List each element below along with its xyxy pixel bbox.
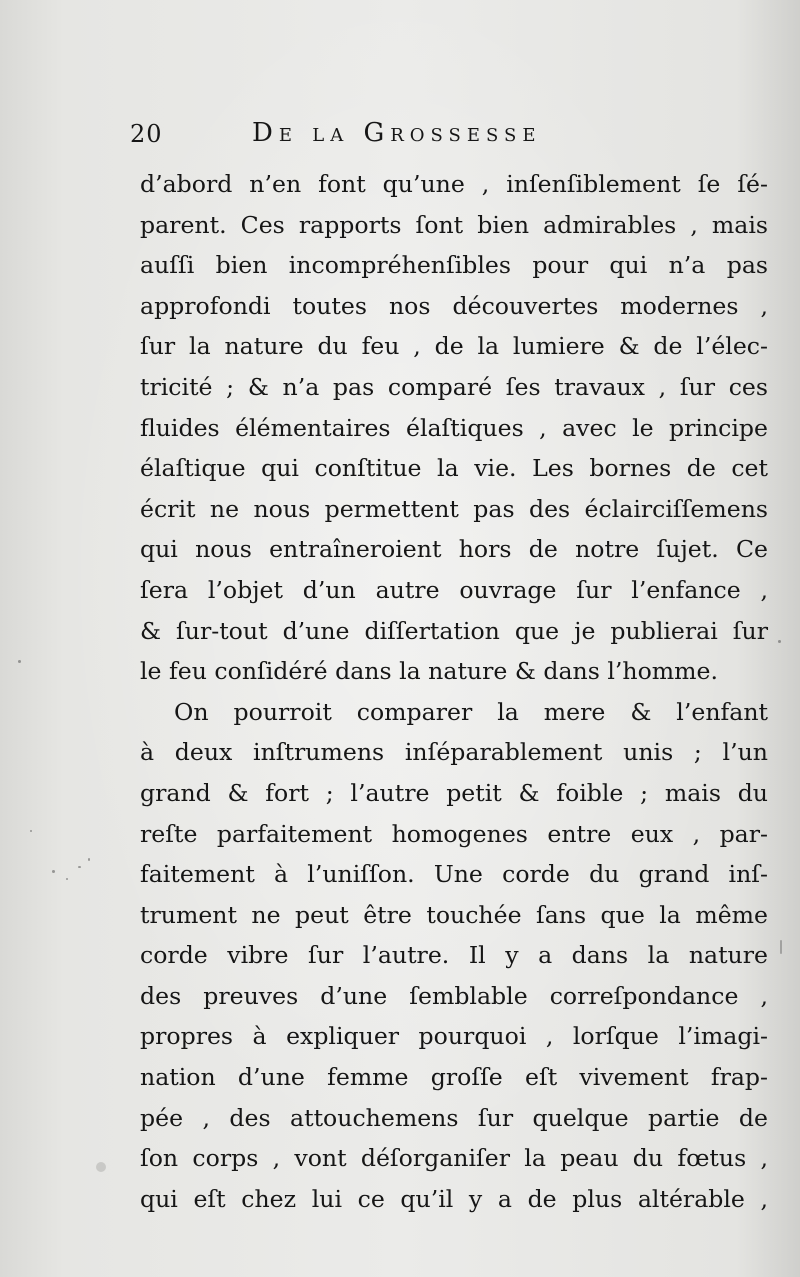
body-text [140,164,768,1219]
text-line: propres à expliquer pourquoi , lorſque l’imagi- [140,1022,768,1051]
text-line: d’abord n’en font qu’une , inſenſiblement ſe ſé- [140,170,768,198]
text-line: trument ne peut être touchée ſans que la même [140,900,768,929]
text-line: à deux inſtrumens inſéparablement unis ; l’un [140,738,768,767]
text-line: qui eſt chez lui ce qu’il y a de plus altérable , [140,1184,768,1213]
paragraph-end-line: le feu conſidéré dans la nature & dans l’homme. [140,657,718,686]
text-line: tricité ; & n’a pas comparé ſes travaux , ſur ces [140,372,768,401]
text-line: parent. Ces rapports ſont bien admirables , mais [140,210,768,239]
paper-speck [96,1162,106,1172]
text-line: nation d’une femme groſſe eſt vivement frap- [140,1063,768,1092]
text-line: ſur la nature du feu , de la lumiere & de l’élec- [140,332,768,361]
text-line: écrit ne nous permettent pas des éclairciſſemens [140,494,768,523]
paper-speck [778,640,781,643]
text-line: élaſtique qui conſtitue la vie. Les bornes de cet [140,454,768,483]
text-line: corde vibre ſur l’autre. Il y a dans la nature [140,941,768,970]
paper-speck [88,858,90,861]
paper-speck [30,830,32,832]
text-line: grand & fort ; l’autre petit & foible ; mais du [140,778,768,807]
text-line: des preuves d’une ſemblable correſpondance , [140,981,768,1010]
paragraph-start-line: On pourroit comparer la mere & l’enfant [174,697,768,726]
text-line: & ſur-tout d’une diſſertation que je publierai ſur [140,616,768,645]
text-line: reſte parfaitement homogenes entre eux , par- [140,819,768,848]
text-line: pée , des attouchemens ſur quelque partie de [140,1103,768,1132]
text-line: ſera l’objet d’un autre ouvrage ſur l’enfance , [140,575,768,604]
text-line: approfondi toutes nos découvertes modernes , [140,291,768,320]
page-header [130,118,650,158]
paper-speck [780,940,782,954]
page-number: 20 [130,120,163,148]
paper-speck [78,866,81,868]
text-line: auſſi bien incompréhenſibles pour qui n’a pas [140,251,768,280]
text-line: ſon corps , vont déſorganiſer la peau du fœtus , [140,1144,768,1173]
paper-speck [66,878,68,880]
paper-speck [52,870,55,873]
running-title: De la Grossesse [252,118,542,148]
text-line: faitement à l’uniſſon. Une corde du grand inſ- [140,860,768,889]
paper-speck [18,660,21,663]
text-line: qui nous entraîneroient hors de notre ſujet. Ce [140,535,768,564]
text-line: fluides élémentaires élaſtiques , avec le principe [140,413,768,442]
